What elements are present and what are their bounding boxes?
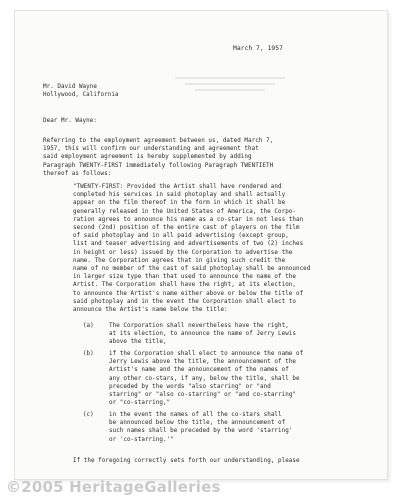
letterhead-bleed-through	[175, 73, 285, 101]
item-text-b: if the Corporation shall elect to announce the name of Jerry Lewis above the title, the announcement of the Artist's name and the announcement of the names of any other co-stars, if any, below the title, shall be preceded by the words "also starring" or "and starring" or "also co-starring" or "and co-starring" or "co-starring,"	[109, 351, 304, 407]
recipient-address: Mr. David Wayne Hollywood, California	[43, 84, 119, 99]
closing-line: If the foregoing correctly sets forth our understanding, please	[73, 458, 300, 464]
item-text-c: in the event the names of all the co-stars shall be announced below the title, the announcement of such names shall be preceded by the word 'starring' or 'co-starring.'"	[109, 412, 293, 443]
item-marker-b: (b)	[83, 351, 94, 357]
letter-page	[14, 10, 388, 480]
copyright-watermark: ©2005 HeritageGalleries	[6, 478, 221, 496]
item-marker-c: (c)	[83, 412, 94, 418]
clause-twenty-first: "TWENTY-FIRST: Provided the Artist shall have rendered and completed his services in said photoplay and shall actually appear on the film thereof in the form in which it shall be generally released in the United States of America, the Corpo- ration agrees to announce his name as a co-star in not less than second (2nd) position of the entire cast of players on the film of said photoplay and in all paid advertising (except group, list and teaser advertising and advertisements of two (2) inches in height or less) issued by the Corporation to advertise the name. The Corporation agrees that in giving such credit the name of no member of the cast of said photoplay shall be announced in larger size type than that used to announce the name of the Artist. The Corporation shall have the right, at its election, to announce the Artist's name either above or below the title of said photoplay and in the event the Corporation shall elect to announce the Artist's name below the title:	[73, 184, 311, 314]
salutation: Dear Mr. Wayne:	[43, 118, 97, 124]
item-text-a: The Corporation shall nevertheless have the right, at its election, to announce the name of Jerry Lewis above the title,	[109, 323, 297, 346]
letter-date: March 7, 1957	[233, 45, 283, 52]
item-marker-a: (a)	[83, 323, 94, 329]
intro-paragraph: Referring to the employment agreement between us, dated March 7, 1957, this will confirm our understanding and agreement that said employment agreement is hereby supplemented by adding Paragraph TWENTY-FIRST immediately following Paragraph TWENTIETH thereof as follows:	[43, 138, 274, 177]
